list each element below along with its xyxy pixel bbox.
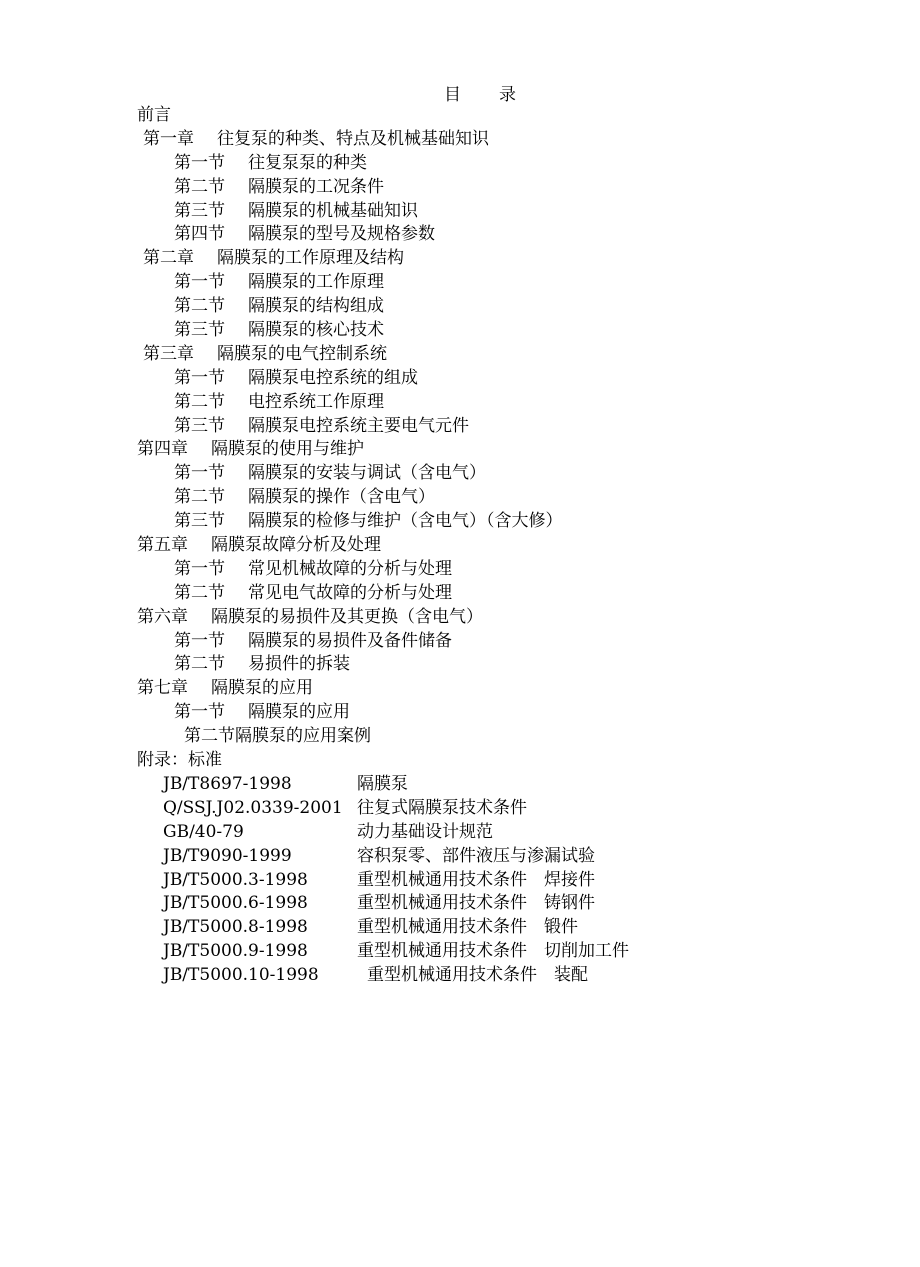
toc-section [137,415,629,439]
chapter-label: 第七章 [137,678,188,699]
section-title: 隔膜泵的应用 [248,702,350,723]
toc-section-extra: 第二节隔膜泵的应用案例 [184,726,371,747]
appendix-item [137,845,629,869]
section-title: 易损件的拆装 [248,654,350,675]
toc-section [137,176,629,200]
section-label: 第四节 [174,224,225,245]
toc-section [137,630,629,654]
toc-section [137,152,629,176]
section-title: 电控系统工作原理 [248,391,384,412]
toc-chapter-3 [137,343,629,367]
chapter-title: 隔膜泵的使用与维护 [211,439,364,460]
section-title: 隔膜泵的机械基础知识 [248,200,418,221]
table-of-contents [137,104,629,988]
section-label: 第一节 [174,702,225,723]
section-label: 第二节 [174,654,225,675]
section-title: 隔膜泵的易损件及备件储备 [248,630,452,651]
section-title: 隔膜泵的结构组成 [248,296,384,317]
toc-section [137,701,629,725]
toc-section [137,582,629,606]
appendix-item [137,940,629,964]
standard-name: 动力基础设计规范 [357,821,493,842]
toc-chapter-6 [137,606,629,630]
standard-code: JB/T5000.10-1998 [163,965,319,986]
toc-section [137,223,629,247]
standard-code: JB/T9090-1999 [163,845,292,866]
standard-code: JB/T8697-1998 [163,773,292,794]
toc-appendix-heading: 附录：标准 [137,750,222,771]
section-title: 常见机械故障的分析与处理 [248,558,452,579]
standard-code: JB/T5000.6-1998 [163,893,308,914]
section-title: 隔膜泵电控系统的组成 [248,367,418,388]
toc-section [137,391,629,415]
toc-preface: 前言 [137,105,171,125]
section-label: 第二节 [174,176,225,197]
standard-name: 往复式隔膜泵技术条件 [357,797,527,818]
chapter-label: 第四章 [137,439,188,460]
toc-section [137,486,629,510]
standard-name: 隔膜泵 [357,773,408,794]
toc-section [137,271,629,295]
standard-name: 容积泵零、部件液压与渗漏试验 [357,845,595,866]
appendix-item [137,773,629,797]
toc-chapter-5 [137,534,629,558]
toc-section [137,319,629,343]
section-label: 第一节 [174,367,225,388]
section-label: 第一节 [174,272,225,293]
standard-name: 重型机械通用技术条件 焊接件 [357,869,595,890]
toc-section [137,200,629,224]
standard-code: JB/T5000.8-1998 [163,917,308,938]
section-title: 隔膜泵的型号及规格参数 [248,224,435,245]
standard-code: Q/SSJ.J02.0339-2001 [163,797,343,818]
appendix-item [137,821,629,845]
toc-chapter-4 [137,438,629,462]
section-label: 第二节 [174,582,225,603]
chapter-label: 第五章 [137,535,188,556]
appendix-item [137,797,629,821]
section-label: 第三节 [174,511,225,532]
section-label: 第三节 [174,200,225,221]
section-title: 往复泵泵的种类 [248,152,367,173]
chapter-title: 隔膜泵的易损件及其更换（含电气） [211,606,483,627]
chapter-title: 隔膜泵的应用 [211,678,313,699]
toc-section [137,295,629,319]
toc-chapter-2 [137,247,629,271]
section-title: 隔膜泵电控系统主要电气元件 [248,415,469,436]
standard-code: GB/40-79 [163,821,244,842]
section-title: 隔膜泵的工况条件 [248,176,384,197]
appendix-item [137,916,629,940]
appendix-item [137,892,629,916]
title-char-2: 录 [499,85,516,105]
toc-section [137,558,629,582]
standard-code: JB/T5000.3-1998 [163,869,308,890]
section-label: 第三节 [174,320,225,341]
standard-name: 重型机械通用技术条件 铸钢件 [357,893,595,914]
standard-code: JB/T5000.9-1998 [163,941,308,962]
toc-section [137,367,629,391]
chapter-label: 第二章 [143,248,194,269]
section-label: 第一节 [174,558,225,579]
standard-name: 重型机械通用技术条件 锻件 [357,917,578,938]
section-label: 第二节 [174,487,225,508]
section-title: 常见电气故障的分析与处理 [248,582,452,603]
chapter-label: 第三章 [143,343,194,364]
section-label: 第一节 [174,463,225,484]
section-title: 隔膜泵的核心技术 [248,320,384,341]
section-label: 第一节 [174,630,225,651]
section-label: 第三节 [174,415,225,436]
chapter-label: 第一章 [143,128,194,149]
chapter-label: 第六章 [137,606,188,627]
toc-section [137,653,629,677]
chapter-title: 往复泵的种类、特点及机械基础知识 [217,128,489,149]
toc-section [137,510,629,534]
chapter-title: 隔膜泵的电气控制系统 [217,343,387,364]
toc-chapter-1 [137,128,629,152]
chapter-title: 隔膜泵故障分析及处理 [211,535,381,556]
section-title: 隔膜泵的安装与调试（含电气） [248,463,486,484]
appendix-item [137,964,629,988]
chapter-title: 隔膜泵的工作原理及结构 [217,248,404,269]
section-title: 隔膜泵的工作原理 [248,272,384,293]
section-title: 隔膜泵的检修与维护（含电气）（含大修） [248,511,563,532]
section-label: 第一节 [174,152,225,173]
title-char-1: 目 [444,85,461,105]
standard-name: 重型机械通用技术条件 切削加工件 [357,941,629,962]
appendix-item [137,869,629,893]
section-label: 第二节 [174,391,225,412]
section-label: 第二节 [174,296,225,317]
toc-section [137,462,629,486]
page-title [0,80,920,105]
toc-chapter-7 [137,677,629,701]
section-title: 隔膜泵的操作（含电气） [248,487,435,508]
standard-name: 重型机械通用技术条件 装配 [367,965,588,986]
